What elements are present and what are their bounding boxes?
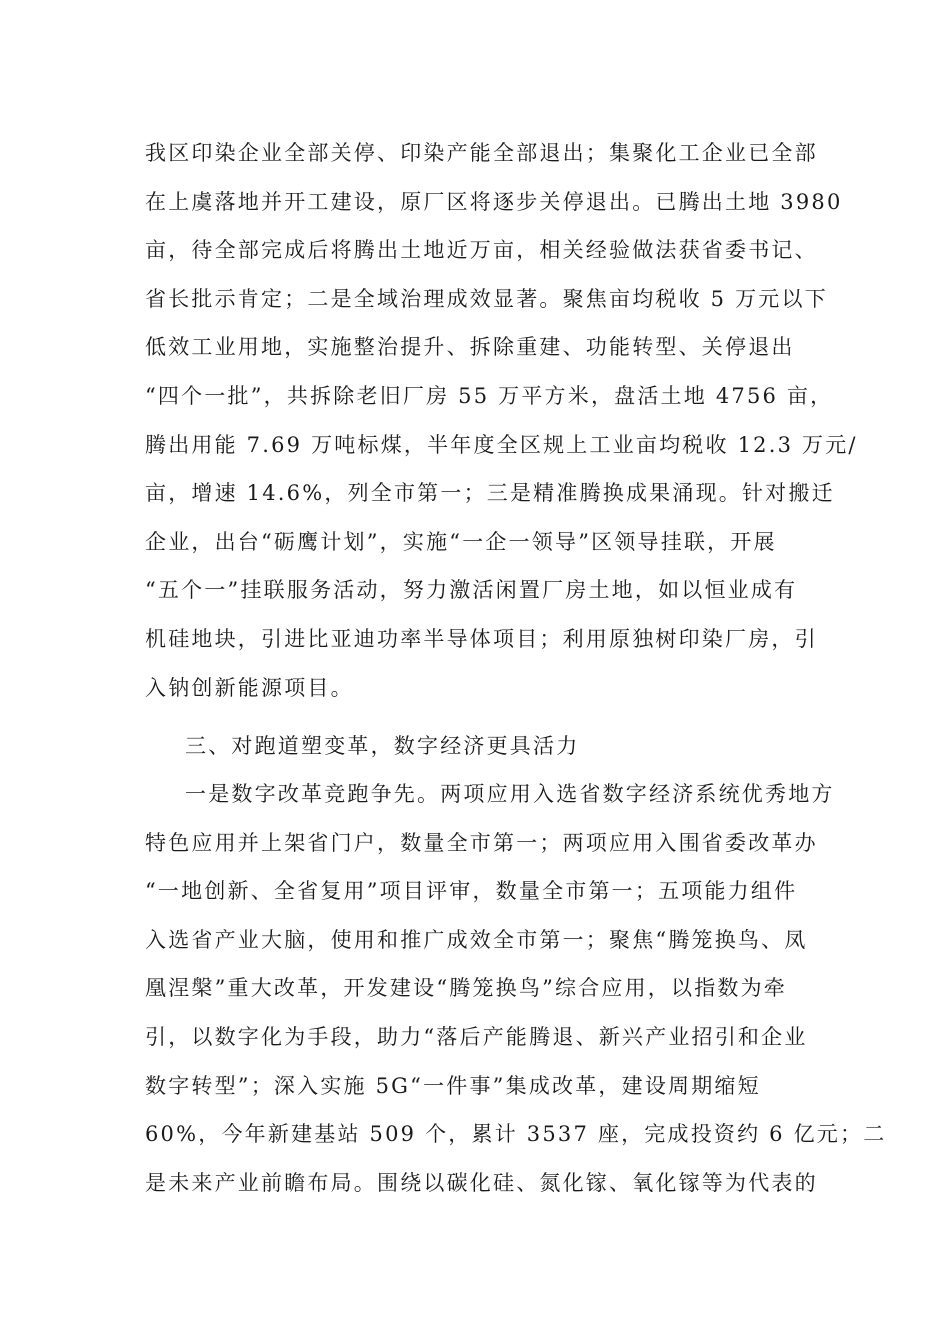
paragraph-land-reuse [145,129,858,712]
text-line: “一地创新、全省复用”项目评审，数量全市第一；五项能力组件 [145,879,798,904]
text-line: 特色应用并上架省门户，数量全市第一；两项应用入围省委改革办 [145,830,818,855]
text-line: 60%，今年新建基站 509 个，累计 3537 座，完成投资约 6 亿元；二 [145,1122,887,1147]
text-line: 入钠创新能源项目。 [145,675,354,700]
text-line: 企业，出台“砺鹰计划”，实施“一企一领导”区领导挂联，开展 [145,529,777,554]
section-heading-text: 三、对跑道塑变革，数字经济更具活力 [185,734,580,758]
text-line: 一是数字改革竞跑争先。两项应用入选省数字经济系统优秀地方 [185,782,835,806]
text-line: 腾出用能 7.69 万吨标煤，半年度全区规上工业亩均税收 12.3 万元/ [145,432,858,457]
text-line: 我区印染企业全部关停、印染产能全部退出；集聚化工企业已全部 [145,141,818,165]
text-line: 亩，待全部完成后将腾出土地近万亩，相关经验做法获省委书记、 [145,238,818,263]
text-line: 凰涅槃”重大改革，开发建设“腾笼换鸟”综合应用，以指数为牵 [145,976,788,1001]
text-line: 是未来产业前瞻布局。围绕以碳化硅、氮化镓、氧化镓等为代表的 [145,1170,818,1195]
text-line: 入选省产业大脑，使用和推广成效全市第一；聚焦“腾笼换鸟、凤 [145,927,808,952]
text-line: 引，以数字化为手段，助力“落后产能腾退、新兴产业招引和企业 [145,1024,808,1049]
text-line: “四个一批”，共拆除老旧厂房 55 万平方米，盘活土地 4756 亩， [145,383,834,408]
text-line: 在上虞落地并开工建设，原厂区将逐步关停退出。已腾出土地 3980 [145,189,843,214]
text-line: 省长批示肯定；二是全域治理成效显著。聚焦亩均税收 5 万元以下 [145,286,828,311]
text-line: 低效工业用地，实施整治提升、拆除重建、功能转型、关停退出 [145,335,795,360]
text-line: 机硅地块，引进比亚迪功率半导体项目；利用原独树印染厂房，引 [145,626,818,651]
text-line: 亩，增速 14.6%，列全市第一；三是精准腾换成果涌现。针对搬迁 [145,481,835,506]
text-line: 数字转型”；深入实施 5G“一件事”集成改革，建设周期缩短 [145,1073,761,1098]
section-heading [145,722,805,771]
text-line: “五个一”挂联服务活动，努力激活闲置厂房土地，如以恒业成有 [145,578,798,603]
paragraph-digital-economy [145,770,887,1207]
